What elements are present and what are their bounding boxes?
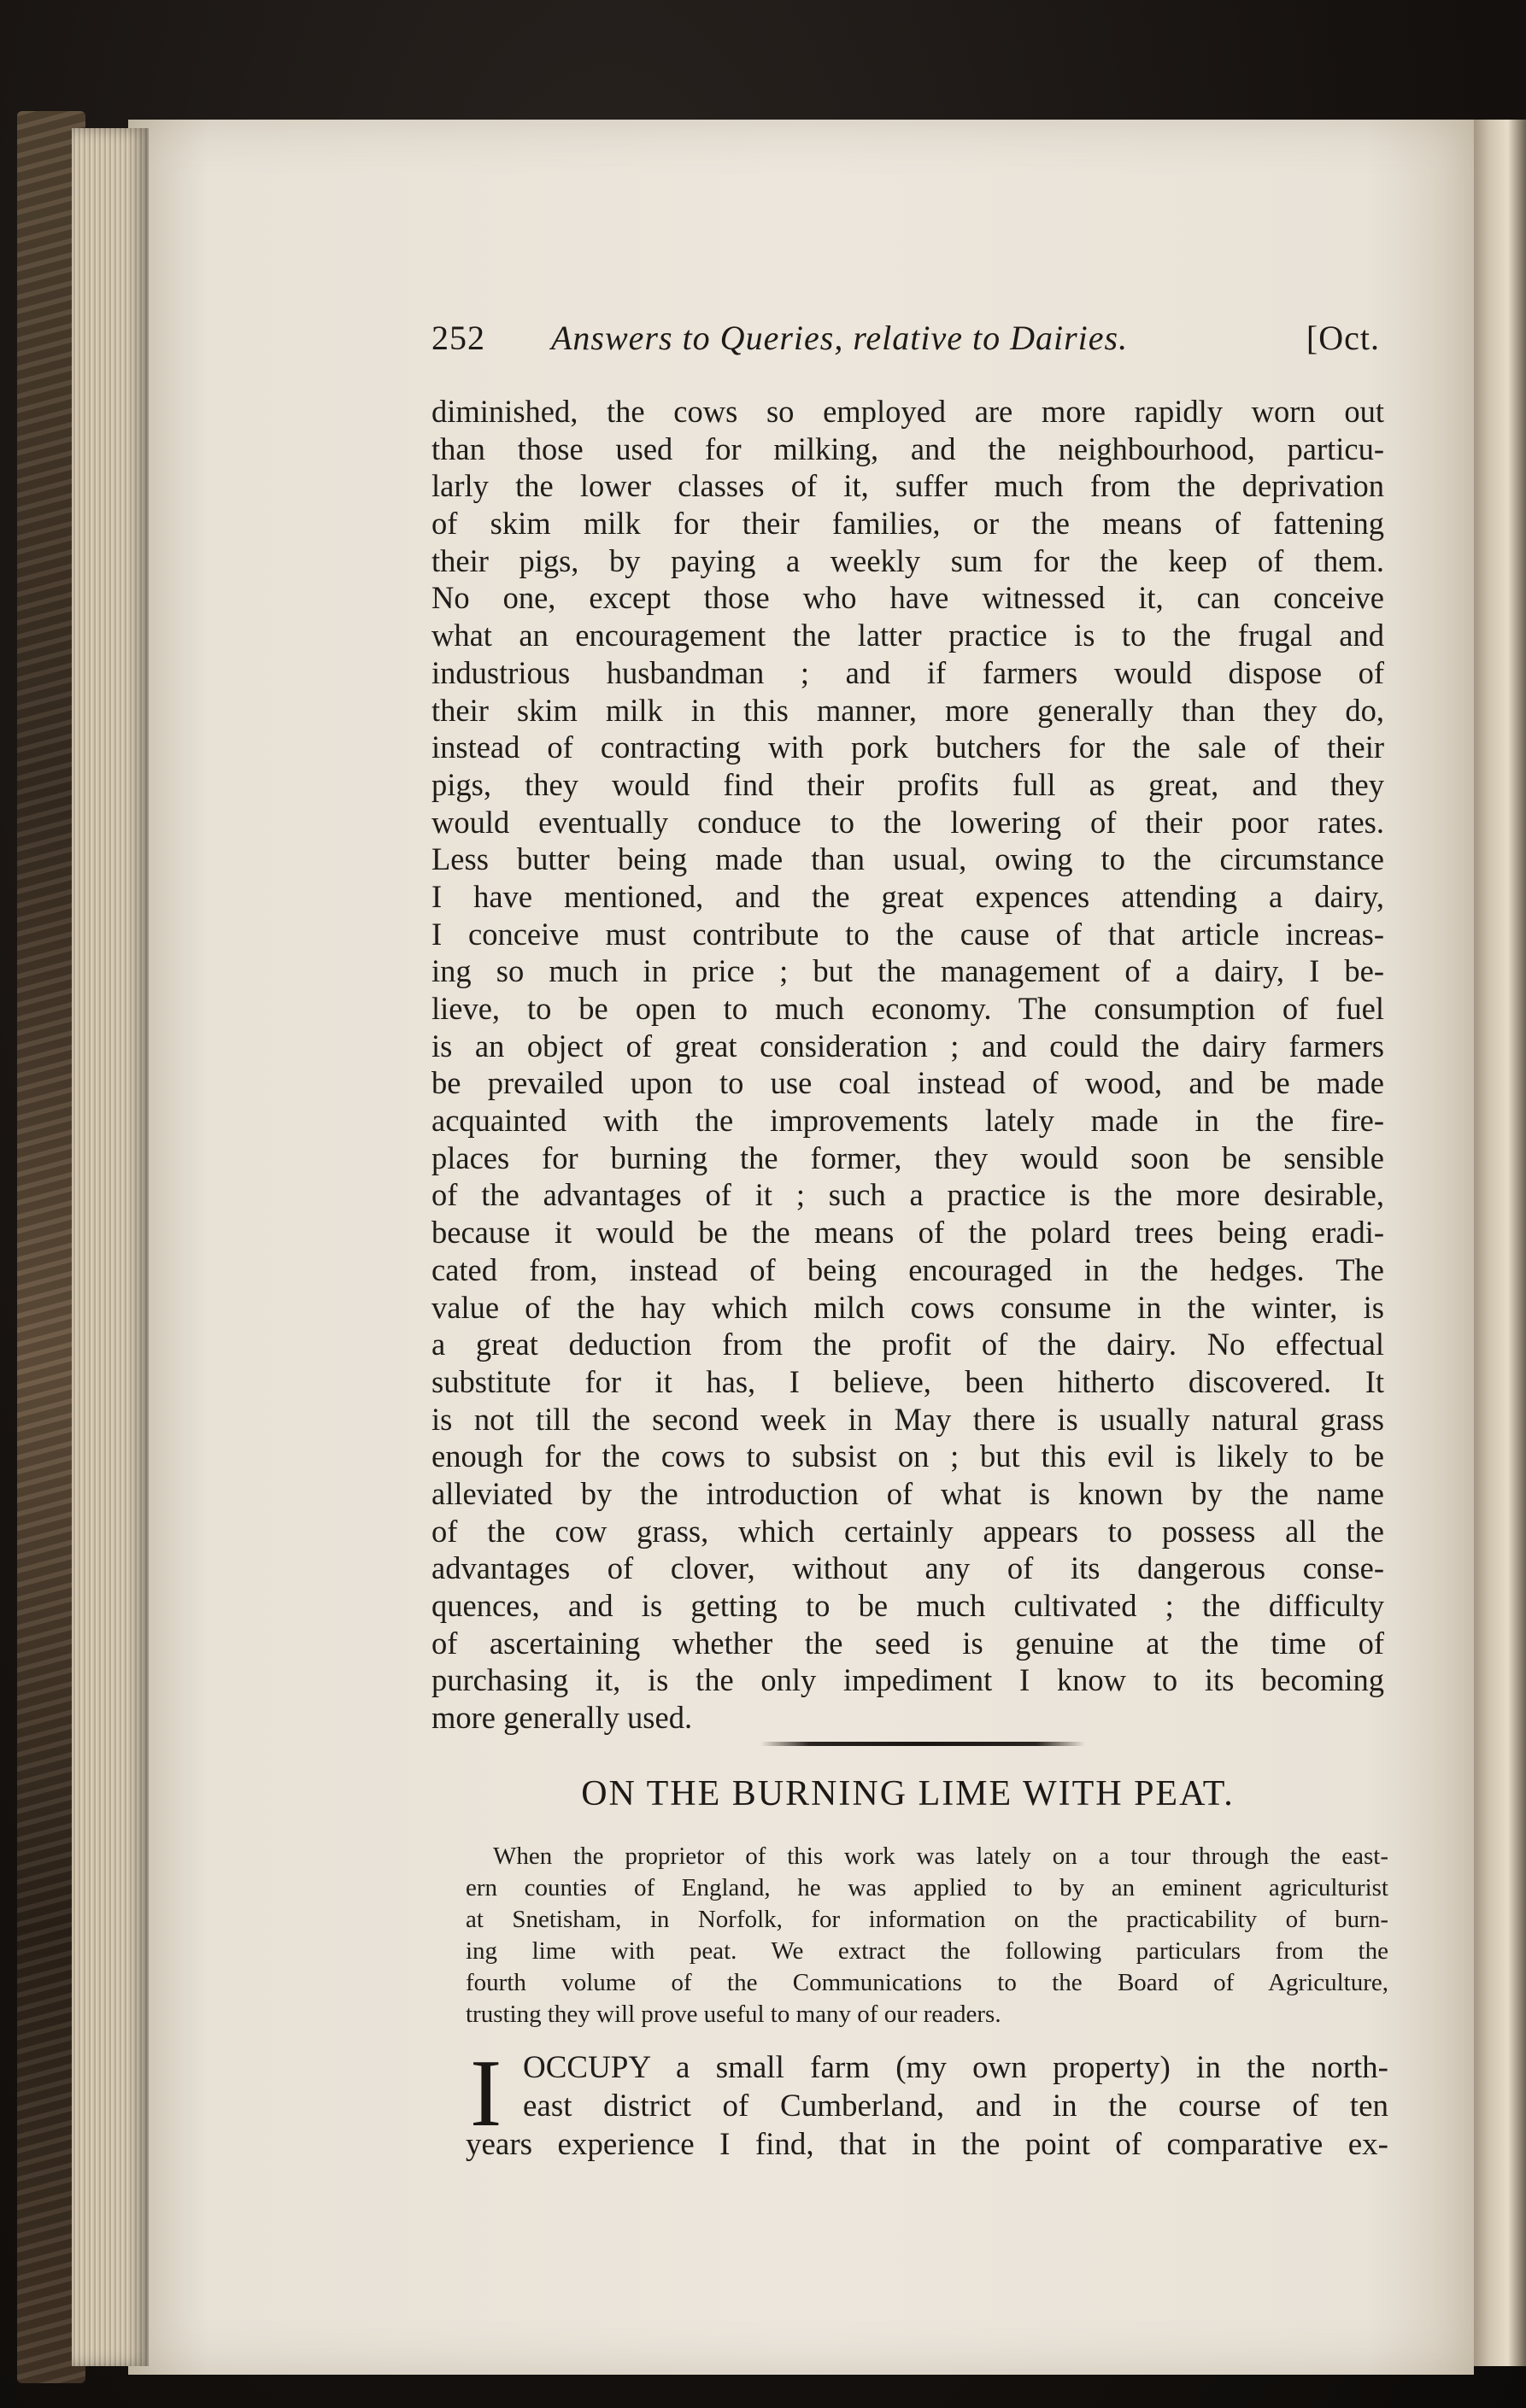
text-line: trusting they will prove useful to many of our readers. xyxy=(466,2001,1001,2028)
text-line: enough for the cows to subsist on ; but this evil is likely to be xyxy=(431,1438,1384,1474)
text-line: of ascertaining whether the seed is genuine at the time of xyxy=(431,1625,1384,1661)
text-line: lieve, to be open to much economy. The consumption of fuel xyxy=(431,991,1384,1026)
text-line: industrious husbandman ; and if farmers would dispose of xyxy=(431,654,1384,690)
text-line: years experience I find, that in the point of comparative ex- xyxy=(466,2127,1388,2162)
text-line: is not till the second week in May there is usually natural grass xyxy=(431,1401,1384,1437)
text-line: Less butter being made than usual, owing to the circumstance xyxy=(431,841,1384,877)
text-line: is an object of great consideration ; and could the dairy farmers xyxy=(431,1028,1384,1063)
text-line: cated from, instead of being encouraged in the hedges. The xyxy=(431,1251,1384,1287)
text-line: what an encouragement the latter practice is to the frugal and xyxy=(431,618,1384,653)
text-line: alleviated by the introduction of what is known by the name xyxy=(431,1475,1384,1511)
text-line: east district of Cumberland, and in the course of ten xyxy=(523,2089,1388,2124)
body-text xyxy=(431,393,1384,1737)
drop-cap: I xyxy=(470,2041,502,2147)
text-line: advantages of clover, without any of its dangerous conse- xyxy=(431,1550,1384,1586)
text-line: be prevailed upon to use coal instead of wood, and be made xyxy=(431,1065,1384,1101)
text-line: larly the lower classes of it, suffer much from the deprivation xyxy=(431,468,1384,504)
text-line: their pigs, by paying a weekly sum for the keep of them. xyxy=(431,542,1384,578)
text-line: I conceive must contribute to the cause of that article increas- xyxy=(431,916,1384,952)
text-line: purchasing it, is the only impediment I know to its becoming xyxy=(431,1662,1384,1698)
text-line: OCCUPY a small farm (my own property) in the north- xyxy=(523,2050,1388,2085)
text-line: of skim milk for their families, or the means of fattening xyxy=(431,506,1384,542)
text-line: ing lime with peat. We extract the following particulars from the xyxy=(466,1937,1388,1965)
text-line: When the proprietor of this work was lately on a tour through the east- xyxy=(493,1843,1388,1870)
text-line: I have mentioned, and the great expences attending a dairy, xyxy=(431,878,1384,914)
text-line: fourth volume of the Communications to the Board of Agriculture, xyxy=(466,1969,1388,1996)
text-line: diminished, the cows so employed are more rapidly worn out xyxy=(431,394,1384,429)
text-line: their skim milk in this manner, more generally than they do, xyxy=(431,692,1384,728)
text-line: acquainted with the improvements lately made in the fire- xyxy=(431,1103,1384,1139)
text-line: ern counties of England, he was applied to by an eminent agriculturist xyxy=(466,1874,1388,1901)
section-divider xyxy=(760,1742,1085,1746)
text-line: ing so much in price ; but the management of a dairy, I be- xyxy=(431,953,1384,989)
text-line: more generally used. xyxy=(431,1700,693,1736)
text-line: would eventually conduce to the lowering of their poor rates. xyxy=(431,804,1384,840)
text-line: quences, and is getting to be much cultivated ; the difficulty xyxy=(431,1588,1384,1623)
text-line: substitute for it has, I believe, been hitherto discovered. It xyxy=(431,1363,1384,1399)
page-edge-stack xyxy=(72,128,149,2366)
text-line: than those used for milking, and the neighbourhood, particu- xyxy=(431,431,1384,466)
text-line: at Snetisham, in Norfolk, for information on the practicability of burn- xyxy=(466,1906,1388,1933)
header-month: [Oct. xyxy=(1306,319,1380,357)
letter-text xyxy=(466,2041,1388,2164)
section-title: ON THE BURNING LIME WITH PEAT. xyxy=(581,1774,1235,1813)
page-number: 252 xyxy=(431,319,485,357)
running-head: Answers to Queries, relative to Dairies. xyxy=(551,319,1129,357)
text-line: of the cow grass, which certainly appears to possess all the xyxy=(431,1513,1384,1549)
text-line: a great deduction from the profit of the dairy. No effectual xyxy=(431,1327,1384,1362)
text-line: places for burning the former, they would soon be sensible xyxy=(431,1140,1384,1175)
text-line: No one, except those who have witnessed it, can conceive xyxy=(431,580,1384,616)
text-line: value of the hay which milch cows consume in the winter, is xyxy=(431,1289,1384,1325)
text-line: of the advantages of it ; such a practice is the more desirable, xyxy=(431,1177,1384,1213)
text-line: pigs, they would find their profits full as great, and they xyxy=(431,766,1384,802)
facing-page-edge xyxy=(1465,120,1526,2366)
text-line: instead of contracting with pork butchers for the sale of their xyxy=(431,729,1384,765)
page-header xyxy=(431,318,1380,369)
editor-introduction xyxy=(466,1841,1388,2030)
text-line: because it would be the means of the polard trees being eradi- xyxy=(431,1215,1384,1251)
